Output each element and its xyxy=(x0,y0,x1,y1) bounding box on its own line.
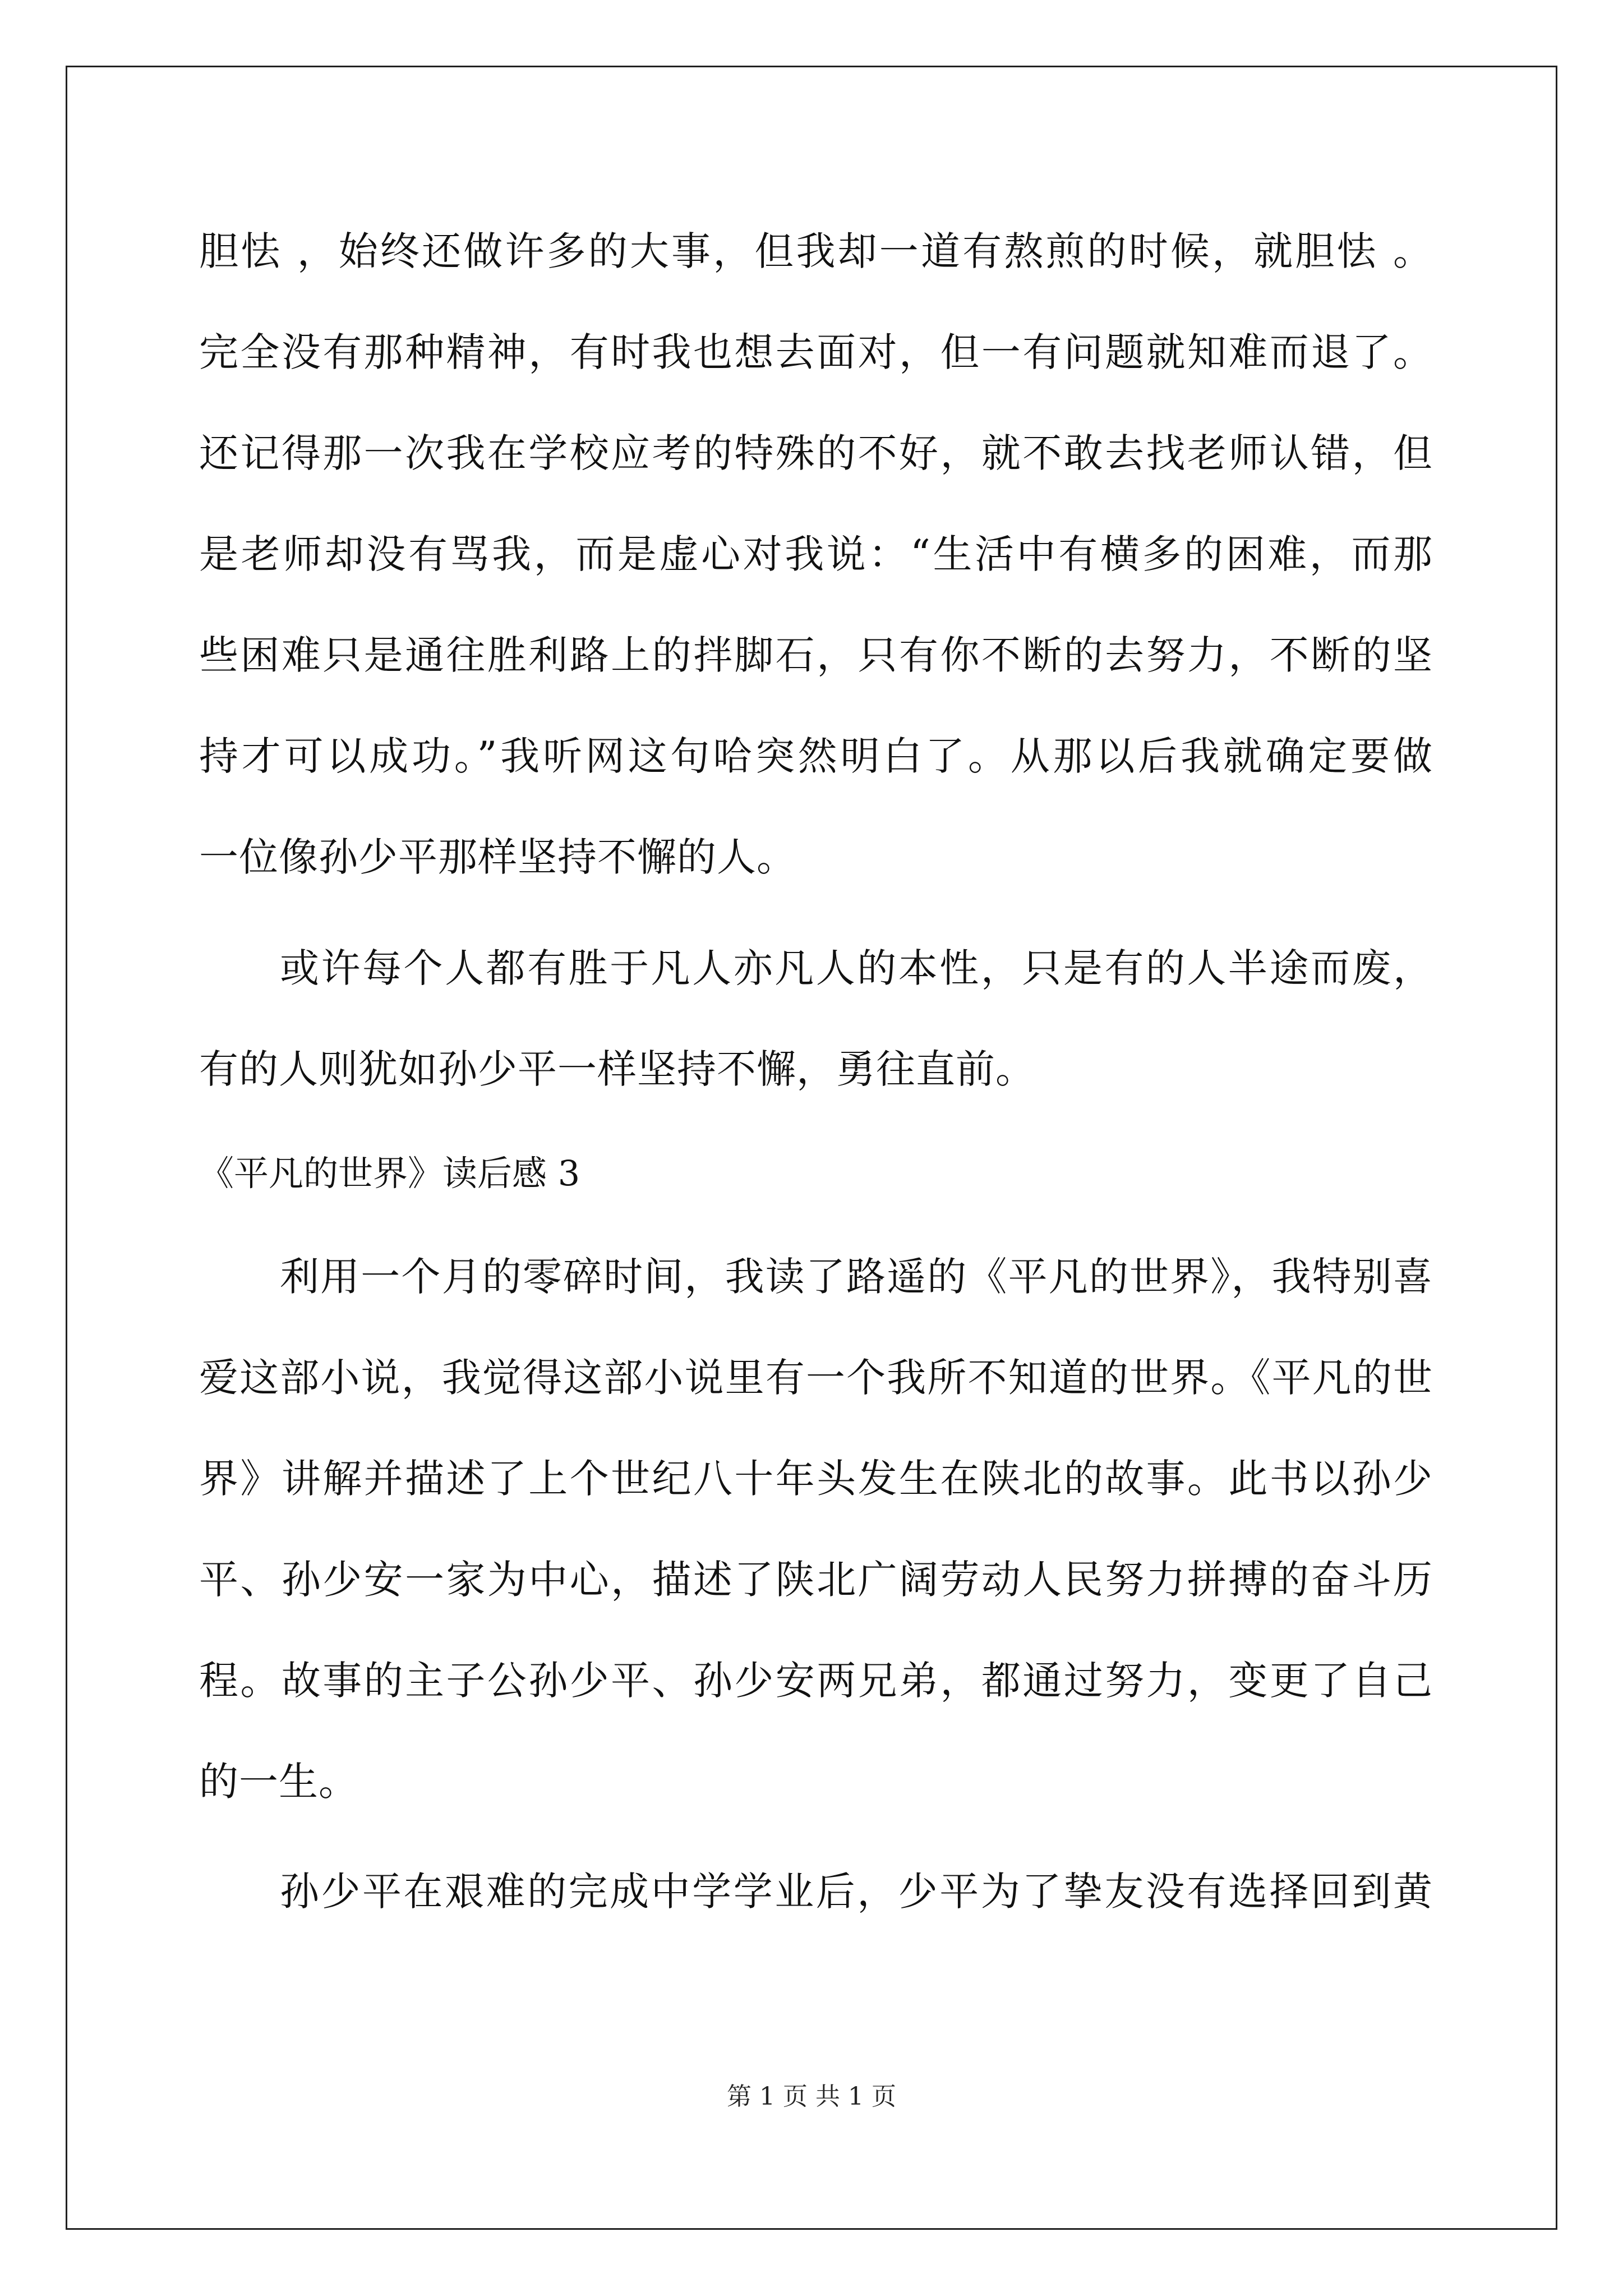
text-line: 胆怯 ，始终还做许多的大事，但我却一道有熬煎的时候，就胆怯 。 xyxy=(199,228,1433,274)
text-line: 程。故事的主子公孙少平、孙少安两兄弟，都通过努力，变更了自己 xyxy=(199,1658,1433,1704)
text-line: 界》讲解并描述了上个世纪八十年头发生在陕北的故事。此书以孙少 xyxy=(199,1456,1433,1502)
text-line: 孙少平在艰难的完成中学学业后，少平为了挚友没有选择回到黄 xyxy=(280,1869,1433,1915)
text-line: 爱这部小说，我觉得这部小说里有一个我所不知道的世界。《平凡的世 xyxy=(199,1355,1433,1401)
text-line: 利用一个月的零碎时间，我读了路遥的《平凡的世界》，我特别喜 xyxy=(280,1254,1433,1300)
text-line: 的一生。 xyxy=(199,1759,358,1805)
section-heading: 《平凡的世界》读后感 3 xyxy=(199,1153,580,1194)
text-line: 或许每个人都有胜于凡人亦凡人的本性，只是有的人半途而废， xyxy=(280,945,1433,991)
text-line: 持才可以成功。”我听网这句哈突然明白了。从那以后我就确定要做 xyxy=(199,733,1433,779)
text-line: 平、孙少安一家为中心，描述了陕北广阔劳动人民努力拼搏的奋斗历 xyxy=(199,1557,1433,1603)
text-line: 一位像孙少平那样坚持不懈的人。 xyxy=(199,834,796,880)
text-line: 完全没有那种精神，有时我也想去面对，但一有问题就知难而退了。 xyxy=(199,329,1433,375)
text-line: 还记得那一次我在学校应考的特殊的不好，就不敢去找老师认错，但 xyxy=(199,430,1433,476)
page-footer: 第 1 页 共 1 页 xyxy=(727,2082,896,2111)
text-line: 些困难只是通往胜利路上的拌脚石，只有你不断的去努力，不断的坚 xyxy=(199,632,1433,678)
text-line: 有的人则犹如孙少平一样坚持不懈，勇往直前。 xyxy=(199,1046,1035,1092)
text-line: 是老师却没有骂我，而是虚心对我说：“生活中有横多的困难，而那 xyxy=(199,531,1433,577)
